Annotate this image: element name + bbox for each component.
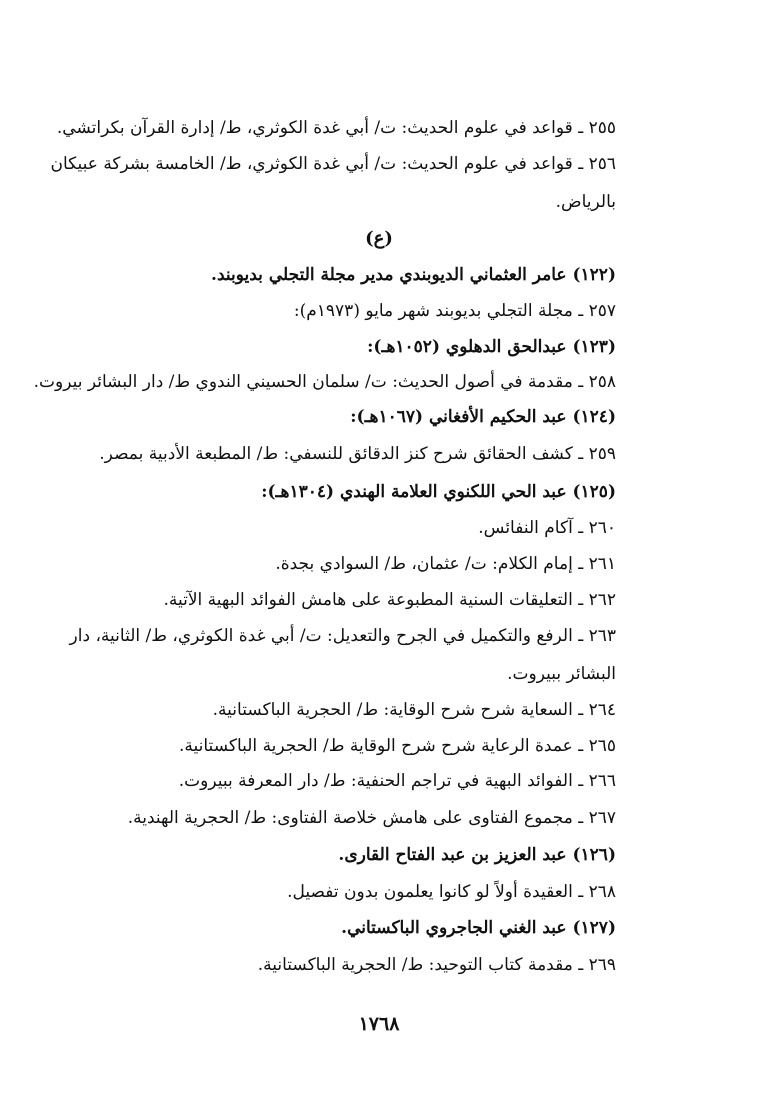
bibliography-entry: ٢٦١ ـ إمام الكلام: ت/ عثمان، ط/ السوادي بجدة. [275,554,616,574]
author-heading: (١٢٧) عبد الغني الجاجروي الباكستاني. [341,918,616,938]
bibliography-entry: ٢٦٧ ـ مجموع الفتاوى على هامش خلاصة الفتاوى: ط/ الحجرية الهندية. [127,808,616,828]
author-heading: (١٢٢) عامر العثماني الديوبندي مدير مجلة التجلي بديوبند. [211,265,616,285]
bibliography-entry: ٢٦٨ ـ العقيدة أولاً لو كانوا يعلمون بدون تفصيل. [287,882,616,902]
bibliography-entry: ٢٥٧ ـ مجلة التجلي بديوبند شهر مايو (١٩٧٣م): [293,301,616,321]
bibliography-entry: ٢٦٢ ـ التعليقات السنية المطبوعة على هامش الفوائد البهية الآتية. [163,590,616,610]
bibliography-entry: ٢٦٣ ـ الرفع والتكميل في الجرح والتعديل: ت/ أبي غدة الكوثري، ط/ الثانية، دار [69,626,616,646]
bibliography-entry: ٢٥٨ ـ مقدمة في أصول الحديث: ت/ سلمان الحسيني الندوي ط/ دار البشائر بيروت. [33,372,616,392]
author-heading: (١٢٥) عبد الحي اللكنوي العلامة الهندي (١٣٠٤هـ): [261,482,616,502]
bibliography-entry: ٢٦٦ ـ الفوائد البهية في تراجم الحنفية: ط/ دار المعرفة ببيروت. [178,771,616,791]
section-heading: (ع) [365,228,393,249]
bibliography-entry: ٢٥٦ ـ قواعد في علوم الحديث: ت/ أبي غدة الكوثري، ط/ الخامسة بشركة عبيكان [50,154,616,174]
bibliography-entry: ٢٦٠ ـ آكام النفائس. [478,518,616,538]
entry-continuation: بالرياض. [555,192,616,212]
bibliography-entry: ٢٦٤ ـ السعاية شرح شرح الوقاية: ط/ الحجرية الباكستانية. [212,700,616,720]
bibliography-entry: ٢٥٩ ـ كشف الحقائق شرح كنز الدقائق للنسفي: ط/ المطبعة الأدبية بمصر. [99,444,616,464]
author-heading: (١٢٣) عبدالحق الدهلوي (١٠٥٢هـ): [367,337,616,357]
author-heading: (١٢٤) عبد الحكيم الأفغاني (١٠٦٧هـ): [350,407,616,427]
page-number: ١٧٦٨ [358,1013,400,1035]
bibliography-entry: ٢٥٥ ـ قواعد في علوم الحديث: ت/ أبي غدة الكوثري، ط/ إدارة القرآن بكراتشي. [56,118,616,138]
entry-continuation: البشائر ببيروت. [507,664,616,684]
author-heading: (١٢٦) عبد العزيز بن عبد الفتاح القارى. [338,845,616,865]
bibliography-entry: ٢٦٩ ـ مقدمة كتاب التوحيد: ط/ الحجرية الباكستانية. [257,955,616,975]
bibliography-entry: ٢٦٥ ـ عمدة الرعاية شرح شرح الوقاية ط/ الحجرية الباكستانية. [179,736,616,756]
